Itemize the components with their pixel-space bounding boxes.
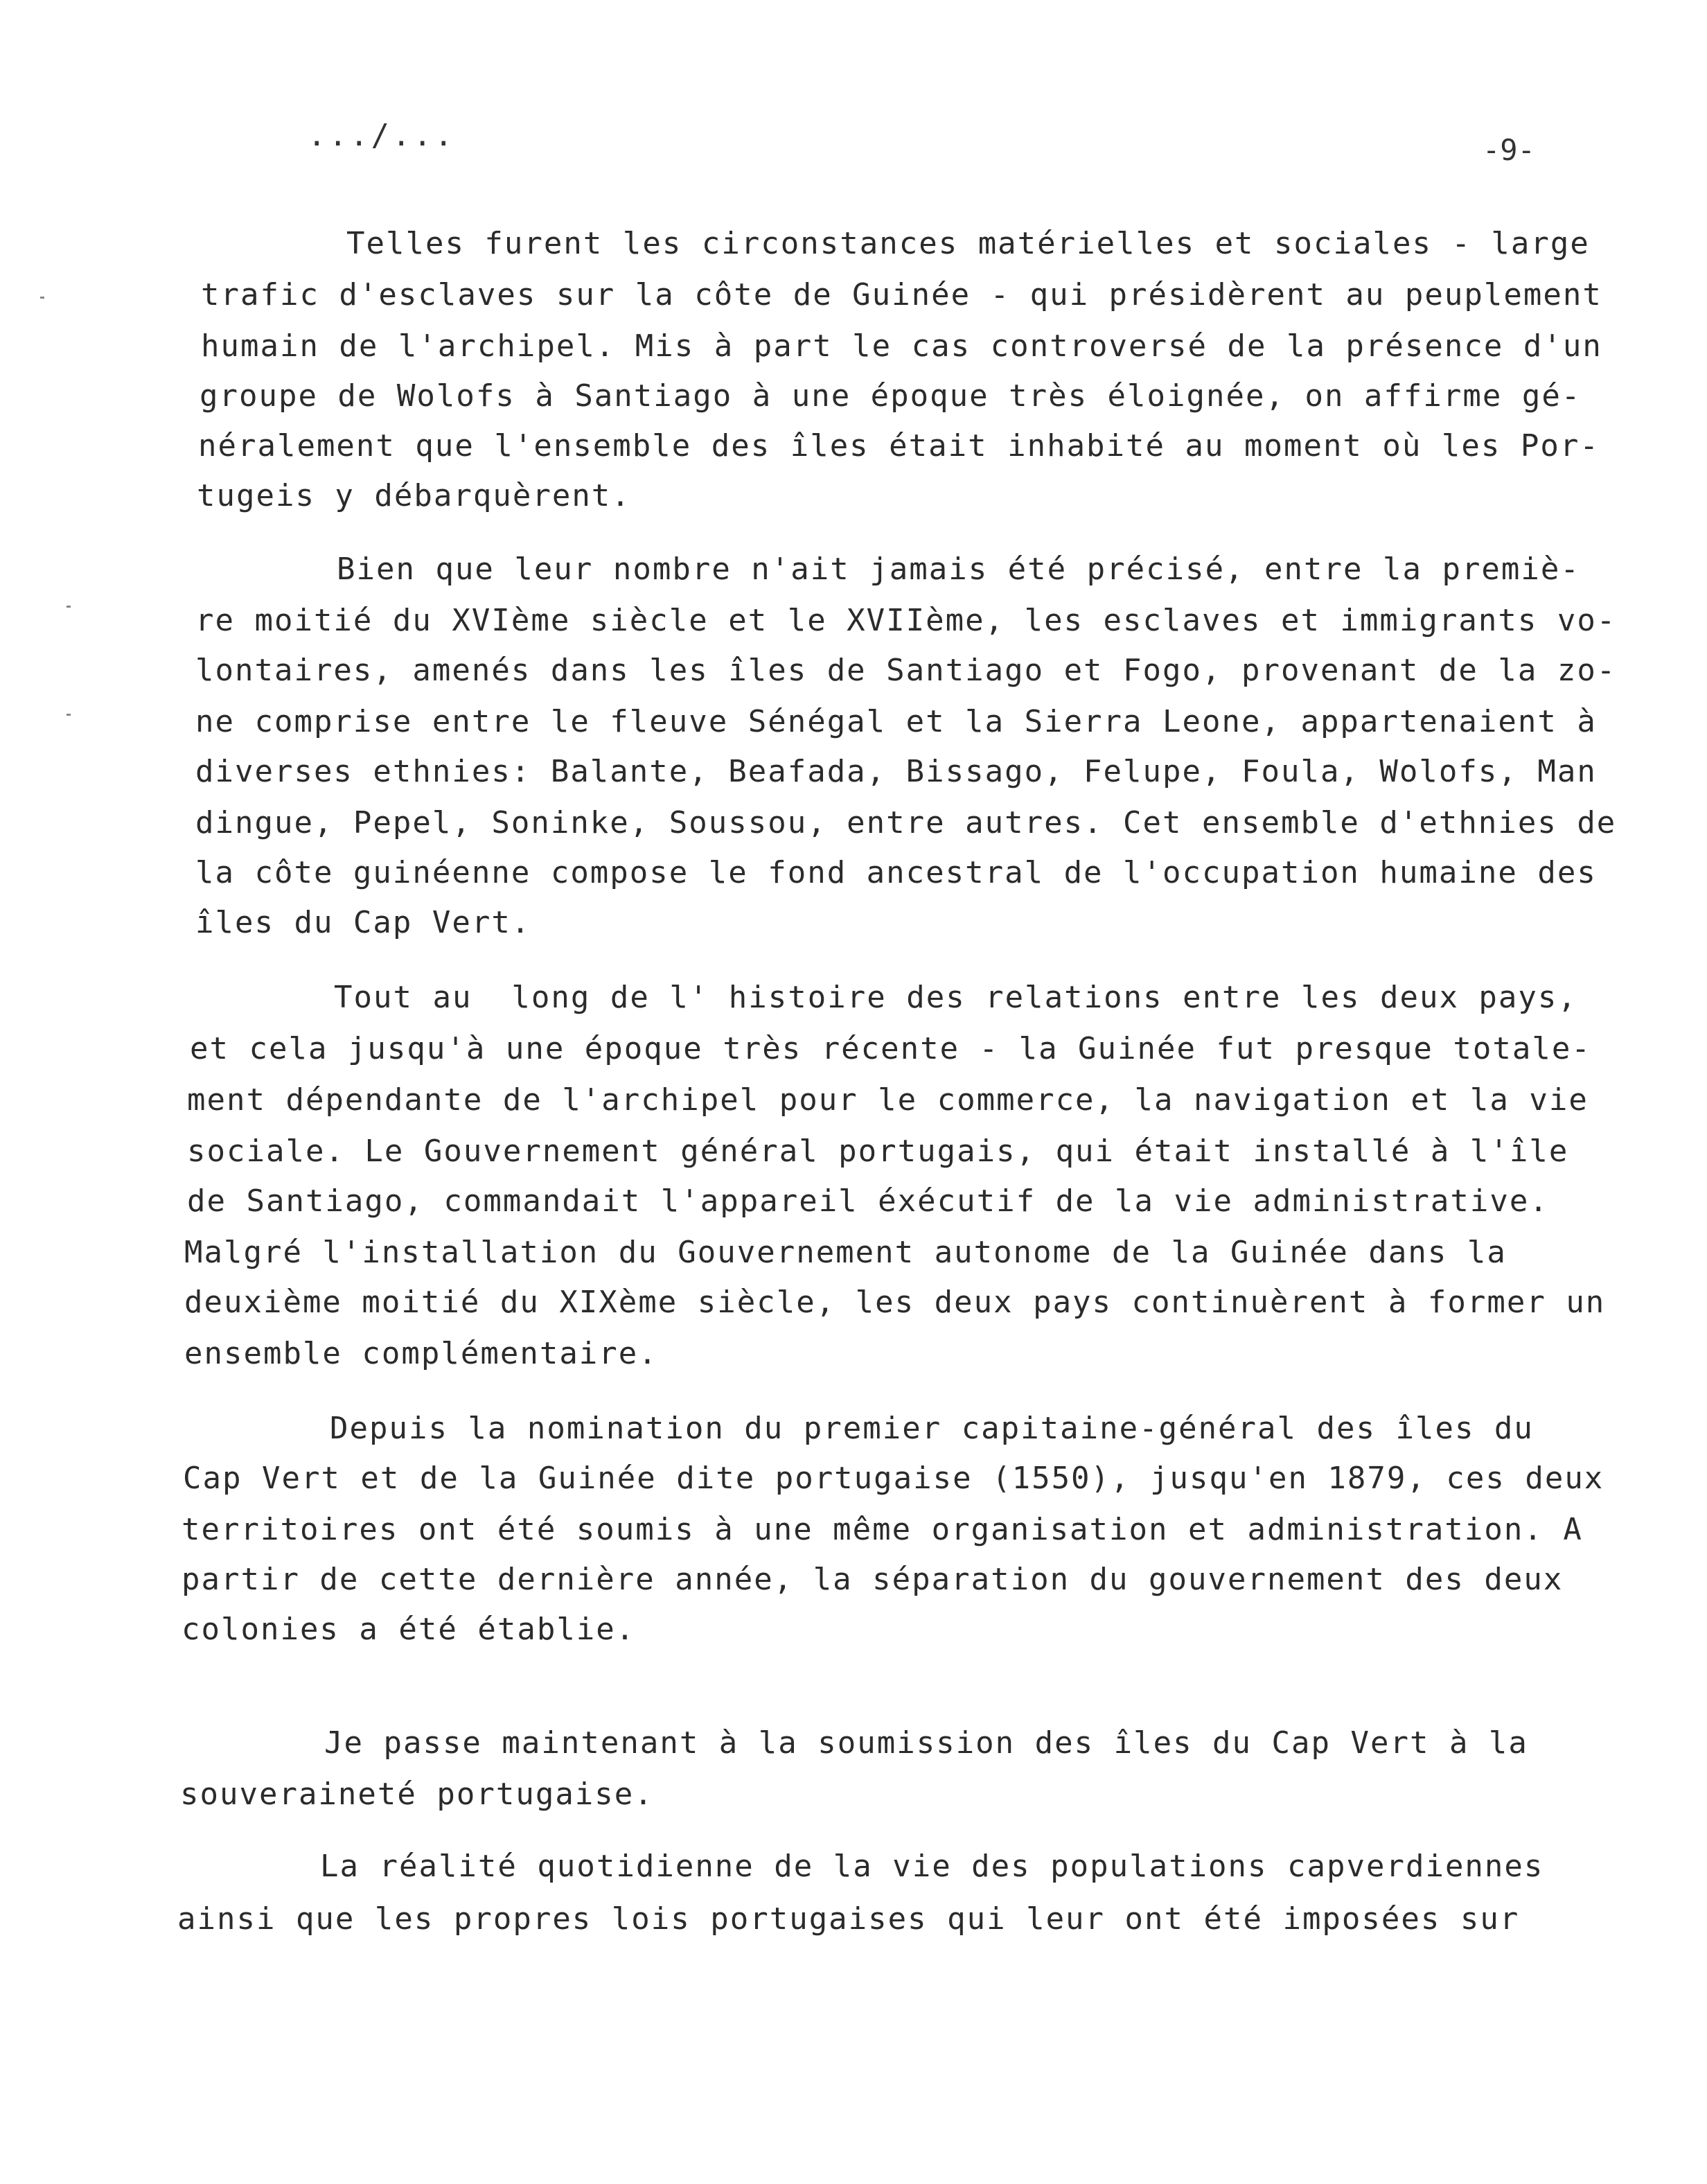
text-line: Malgré l'installation du Gouvernement autonome de la Guinée dans la xyxy=(184,1235,1507,1270)
text-line: trafic d'esclaves sur la côte de Guinée - qui présidèrent au peuplement xyxy=(201,277,1602,312)
text-line: La réalité quotidienne de la vie des populations capverdiennes xyxy=(320,1849,1544,1884)
text-line: re moitié du XVIème siècle et le XVIIème, les esclaves et immigrants vo- xyxy=(195,603,1617,638)
text-line: dingue, Pepel, Soninke, Soussou, entre autres. Cet ensemble d'ethnies de xyxy=(195,805,1617,840)
text-line: Tout au long de l' histoire des relations entre les deux pays, xyxy=(334,980,1577,1015)
scan-mark xyxy=(67,714,71,716)
text-line: groupe de Wolofs à Santiago à une époque très éloignée, on affirme gé- xyxy=(200,378,1582,414)
text-line: Cap Vert et de la Guinée dite portugaise (1550), jusqu'en 1879, ces deux xyxy=(183,1461,1604,1496)
text-line: ment dépendante de l'archipel pour le commerce, la navigation et la vie xyxy=(187,1082,1589,1118)
text-line: sociale. Le Gouvernement général portugais, qui était installé à l'île xyxy=(187,1134,1569,1169)
text-line: colonies a été établie. xyxy=(182,1612,636,1647)
scan-mark xyxy=(67,606,71,608)
text-line: territoires ont été soumis à une même organisation et administration. A xyxy=(182,1512,1583,1547)
text-line: partir de cette dernière année, la séparation du gouvernement des deux xyxy=(182,1562,1564,1597)
text-line: la côte guinéenne compose le fond ancestral de l'occupation humaine des xyxy=(195,855,1597,890)
text-line: diverses ethnies: Balante, Beafada, Bissago, Felupe, Foula, Wolofs, Man xyxy=(195,754,1597,789)
text-line: Telles furent les circonstances matérielles et sociales - large xyxy=(346,226,1590,261)
text-line: et cela jusqu'à une époque très récente - la Guinée fut presque totale- xyxy=(190,1031,1591,1066)
text-line: de Santiago, commandait l'appareil éxécutif de la vie administrative. xyxy=(187,1183,1549,1219)
text-line: Bien que leur nombre n'ait jamais été précisé, entre la premiè- xyxy=(337,552,1580,587)
text-line: deuxième moitié du XIXème siècle, les deux pays continuèrent à former un xyxy=(184,1285,1606,1320)
text-line: lontaires, amenés dans les îles de Santiago et Fogo, provenant de la zo- xyxy=(195,653,1617,688)
text-line: Je passe maintenant à la soumission des îles du Cap Vert à la xyxy=(324,1725,1528,1761)
scan-mark xyxy=(40,297,44,299)
text-line: îles du Cap Vert. xyxy=(195,905,531,940)
text-line: tugeis y débarquèrent. xyxy=(197,478,631,513)
text-line: néralement que l'ensemble des îles était inhabité au moment où les Por- xyxy=(198,428,1600,464)
text-line: humain de l'archipel. Mis à part le cas controversé de la présence d'un xyxy=(201,328,1602,364)
page-number: -9- xyxy=(1483,133,1535,167)
text-line: souveraineté portugaise. xyxy=(180,1777,654,1812)
text-line: ensemble complémentaire. xyxy=(184,1336,658,1371)
text-line: ainsi que les propres lois portugaises qui leur ont été imposées sur xyxy=(177,1901,1520,1937)
text-line: Depuis la nomination du premier capitaine-général des îles du xyxy=(330,1411,1534,1446)
text-line: ne comprise entre le fleuve Sénégal et la Sierra Leone, appartenaient à xyxy=(195,704,1597,739)
continuation-mark: .../... xyxy=(308,118,456,153)
